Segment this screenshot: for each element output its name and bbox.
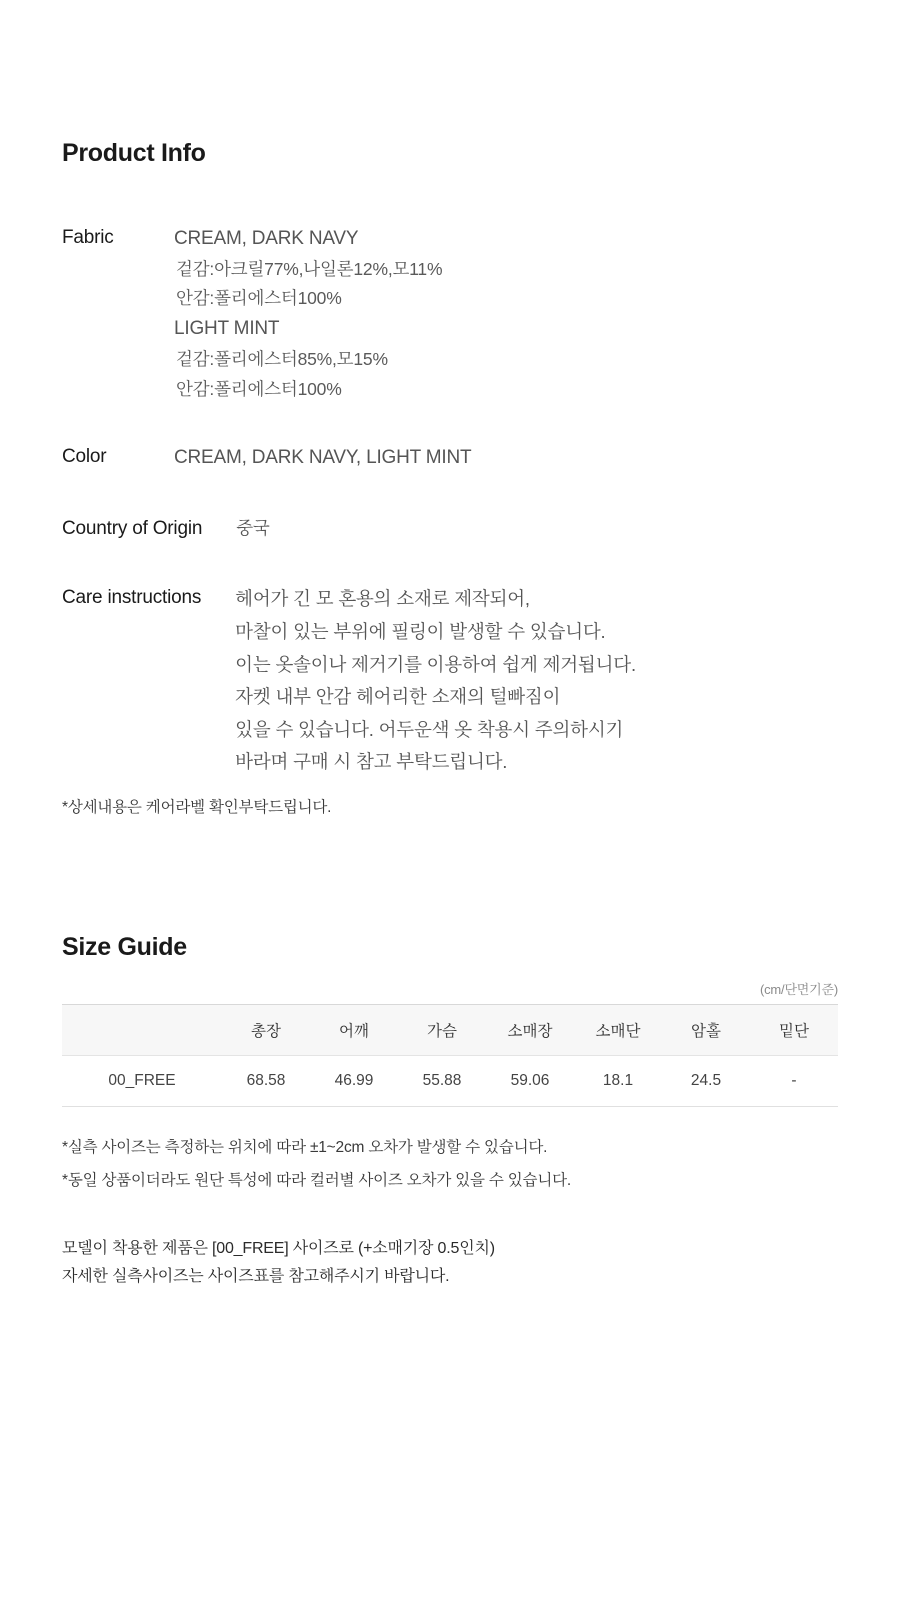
size-cell-total-length: 68.58 [222, 1055, 310, 1106]
size-unit-note: (cm/단면기준) [759, 981, 838, 997]
size-table-head [62, 1004, 838, 1055]
fabric-line-3: 안감:폴리에스터100% [176, 288, 342, 309]
size-col-header-cuff: 소매단 [574, 1004, 662, 1055]
care-line-3: 이는 옷솔이나 제거기를 이용하여 쉽게 제거됩니다. [235, 653, 636, 675]
info-label-care: Care instructions [62, 587, 202, 609]
info-value-origin: 중국 [236, 518, 270, 539]
size-note-2: *동일 상품이더라도 원단 특성에 따라 컬러별 사이즈 오차가 있을 수 있습니다. [62, 1172, 571, 1190]
care-line-1: 헤어가 긴 모 혼용의 소재로 제작되어, [235, 588, 530, 610]
size-table-body [62, 1055, 838, 1106]
size-col-header-sleeve-length: 소매장 [486, 1004, 574, 1055]
size-cell-armhole: 24.5 [662, 1055, 750, 1106]
info-value-fabric [174, 223, 838, 404]
size-cell-hem: - [750, 1055, 838, 1106]
care-line-4: 자켓 내부 안감 헤어리한 소재의 털빠짐이 [235, 686, 561, 708]
care-line-6: 바라며 구매 시 참고 부탁드립니다. [235, 751, 508, 773]
size-col-header-shoulder: 어깨 [310, 1004, 398, 1055]
size-cell-sleeve-length: 59.06 [486, 1055, 574, 1106]
info-row-color [62, 442, 838, 474]
size-table-header-row [62, 1004, 838, 1055]
size-cell-shoulder: 46.99 [310, 1055, 398, 1106]
info-label-color: Color [62, 446, 107, 468]
size-note-1: *실측 사이즈는 측정하는 위치에 따라 ±1~2cm 오차가 발생할 수 있습니다. [62, 1138, 548, 1156]
model-wearing-note [62, 1235, 838, 1291]
info-row-care [62, 583, 838, 778]
size-col-header-chest: 가슴 [398, 1004, 486, 1055]
model-note-line-1: 모델이 착용한 제품은 [00_FREE] 사이즈로 (+소매기장 0.5인치) [62, 1239, 495, 1257]
size-col-header-size [62, 1004, 222, 1055]
size-guide-title: Size Guide [62, 933, 187, 962]
info-row-fabric [62, 223, 838, 404]
info-value-care [235, 583, 838, 778]
size-col-header-hem: 밑단 [750, 1004, 838, 1055]
care-line-2: 마찰이 있는 부위에 필링이 발생할 수 있습니다. [235, 621, 606, 643]
fabric-line-2: 겉감:아크릴77%,나일론12%,모11% [176, 258, 443, 279]
care-line-5: 있을 수 있습니다. 어두운색 옷 착용시 주의하시기 [235, 718, 624, 740]
info-label-origin: Country of Origin [62, 518, 203, 540]
product-info-title: Product Info [62, 138, 206, 167]
fabric-line-1: CREAM, DARK NAVY [174, 227, 359, 249]
size-cell-chest: 55.88 [398, 1055, 486, 1106]
size-guide-notes [62, 1135, 838, 1195]
table-row [62, 1055, 838, 1106]
size-guide-table [62, 1004, 838, 1107]
size-col-header-total-length: 총장 [222, 1004, 310, 1055]
size-cell-cuff: 18.1 [574, 1055, 662, 1106]
product-info-table [62, 223, 838, 821]
model-note-line-2: 자세한 실측사이즈는 사이즈표를 참고해주시기 바랍니다. [62, 1267, 450, 1285]
info-row-origin [62, 514, 838, 543]
product-detail-page [0, 17, 900, 1610]
fabric-line-4: LIGHT MINT [174, 318, 280, 340]
fabric-line-6: 안감:폴리에스터100% [176, 378, 342, 399]
info-value-color: CREAM, DARK NAVY, LIGHT MINT [174, 447, 472, 469]
fabric-line-5: 겉감:폴리에스터85%,모15% [176, 349, 388, 370]
care-label-note: *상세내용은 케어라벨 확인부탁드립니다. [62, 798, 332, 816]
size-cell-name: 00_FREE [62, 1055, 222, 1106]
info-label-fabric: Fabric [62, 226, 114, 248]
size-col-header-armhole: 암홀 [662, 1004, 750, 1055]
